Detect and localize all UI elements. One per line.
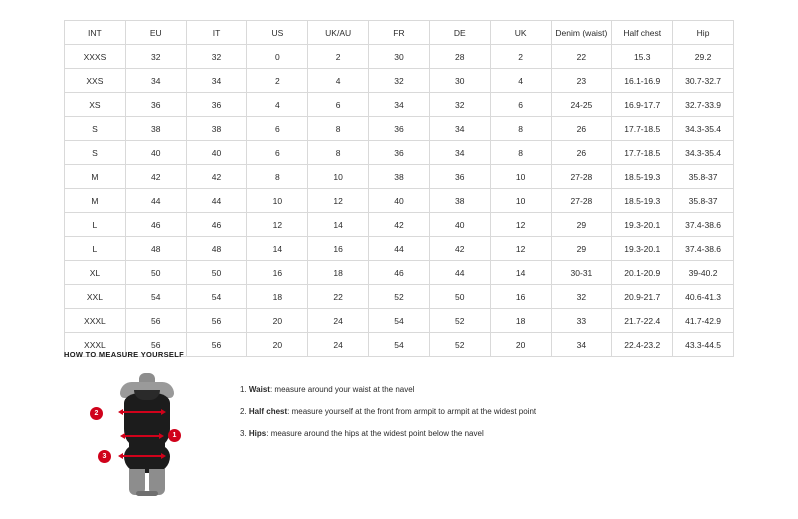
table-cell: 38 — [429, 189, 490, 213]
table-cell: 2 — [247, 69, 308, 93]
table-cell: 30-31 — [551, 261, 612, 285]
table-cell: 42 — [369, 213, 430, 237]
table-cell: 10 — [308, 165, 369, 189]
table-cell: 42 — [125, 165, 186, 189]
table-cell: 16 — [308, 237, 369, 261]
table-cell: 20 — [247, 309, 308, 333]
column-header: UK — [490, 21, 551, 45]
column-header: DE — [429, 21, 490, 45]
note-term: Hips — [248, 428, 267, 438]
note-text: : measure yourself at the front from armpit to armpit at the widest point — [287, 406, 537, 416]
table-cell: 8 — [308, 117, 369, 141]
table-cell: M — [65, 165, 126, 189]
marker-1: 1 — [168, 429, 181, 442]
table-cell: 20.1-20.9 — [612, 261, 673, 285]
table-cell: XXXL — [65, 309, 126, 333]
table-cell: 54 — [369, 309, 430, 333]
column-header: IT — [186, 21, 247, 45]
table-cell: 10 — [490, 165, 551, 189]
table-cell: 54 — [186, 285, 247, 309]
table-cell: 21.7-22.4 — [612, 309, 673, 333]
table-cell: 36 — [369, 117, 430, 141]
table-cell: 38 — [369, 165, 430, 189]
table-cell: 36 — [369, 141, 430, 165]
mannequin-illustration — [90, 371, 210, 496]
table-cell: 27-28 — [551, 189, 612, 213]
column-header: FR — [369, 21, 430, 45]
table-cell: 16 — [247, 261, 308, 285]
table-cell: 42 — [186, 165, 247, 189]
table-cell: 6 — [490, 93, 551, 117]
table-cell: 32 — [186, 45, 247, 69]
table-header-row — [65, 21, 734, 45]
table-cell: 41.7-42.9 — [673, 309, 734, 333]
table-cell: 19.3-20.1 — [612, 237, 673, 261]
table-cell: 28 — [429, 45, 490, 69]
table-cell: 34 — [429, 141, 490, 165]
table-cell: 4 — [308, 69, 369, 93]
table-cell: 22 — [308, 285, 369, 309]
table-cell: XXXS — [65, 45, 126, 69]
table-cell: XXL — [65, 285, 126, 309]
table-cell: 16.9-17.7 — [612, 93, 673, 117]
table-cell: 17.7-18.5 — [612, 141, 673, 165]
table-cell: 39-40.2 — [673, 261, 734, 285]
table-cell: 32 — [429, 93, 490, 117]
table-cell: 34 — [369, 93, 430, 117]
table-cell: 32 — [125, 45, 186, 69]
table-cell: 36 — [429, 165, 490, 189]
table-cell: 10 — [247, 189, 308, 213]
half-chest-measure-arrow-icon — [122, 411, 162, 413]
measure-body — [64, 371, 734, 496]
table-cell: 44 — [429, 261, 490, 285]
table-cell: 34 — [125, 69, 186, 93]
table-cell: 46 — [186, 213, 247, 237]
table-cell: 42 — [429, 237, 490, 261]
hips-measure-arrow-icon — [122, 455, 162, 457]
column-header: Denim (waist) — [551, 21, 612, 45]
table-cell: M — [65, 189, 126, 213]
table-cell: 8 — [247, 165, 308, 189]
table-cell: 4 — [490, 69, 551, 93]
column-header: EU — [125, 21, 186, 45]
waist-measure-arrow-icon — [124, 435, 160, 437]
measure-instructions — [240, 371, 536, 450]
table-cell: 10 — [490, 189, 551, 213]
size-chart — [64, 20, 734, 357]
table-row — [65, 213, 734, 237]
table-cell: 22 — [551, 45, 612, 69]
note-term: Waist — [248, 385, 270, 394]
table-cell: 8 — [490, 141, 551, 165]
note-text: : measure around the hips at the widest point below the navel — [266, 428, 484, 438]
table-row — [65, 237, 734, 261]
table-row — [65, 45, 734, 69]
table-cell: 29.2 — [673, 45, 734, 69]
column-header: US — [247, 21, 308, 45]
table-cell: 19.3-20.1 — [612, 213, 673, 237]
table-cell: 38 — [125, 117, 186, 141]
table-cell: 24-25 — [551, 93, 612, 117]
table-cell: 20 — [490, 333, 551, 357]
table-cell: 29 — [551, 237, 612, 261]
table-cell: 26 — [551, 117, 612, 141]
table-cell: 54 — [369, 333, 430, 357]
table-cell: 14 — [490, 261, 551, 285]
table-cell: 50 — [186, 261, 247, 285]
note-number: 1. — [240, 385, 247, 394]
table-cell: S — [65, 117, 126, 141]
table-row — [65, 93, 734, 117]
table-cell: 52 — [369, 285, 430, 309]
table-cell: 40 — [186, 141, 247, 165]
marker-3: 3 — [98, 450, 111, 463]
mannequin-stand — [136, 491, 158, 496]
table-cell: 2 — [490, 45, 551, 69]
table-cell: 6 — [308, 93, 369, 117]
table-cell: 18.5-19.3 — [612, 165, 673, 189]
table-cell: 34 — [551, 333, 612, 357]
note-number: 3. — [240, 428, 247, 438]
table-cell: 36 — [186, 93, 247, 117]
table-cell: 14 — [308, 213, 369, 237]
table-cell: 34 — [429, 117, 490, 141]
table-row — [65, 261, 734, 285]
table-cell: 4 — [247, 93, 308, 117]
table-cell: 12 — [490, 213, 551, 237]
table-cell: 15.3 — [612, 45, 673, 69]
size-table — [64, 20, 734, 357]
table-row — [65, 189, 734, 213]
column-header: Hip — [673, 21, 734, 45]
table-cell: 56 — [125, 309, 186, 333]
table-cell: 30 — [369, 45, 430, 69]
table-cell: 29 — [551, 213, 612, 237]
table-cell: 32 — [369, 69, 430, 93]
measure-note — [240, 385, 536, 396]
table-cell: 50 — [125, 261, 186, 285]
table-row — [65, 69, 734, 93]
table-cell: 34 — [186, 69, 247, 93]
table-cell: 16 — [490, 285, 551, 309]
how-to-measure-section — [64, 350, 734, 496]
table-cell: XXS — [65, 69, 126, 93]
table-cell: 22.4-23.2 — [612, 333, 673, 357]
table-cell: 38 — [186, 117, 247, 141]
table-cell: 12 — [490, 237, 551, 261]
marker-2: 2 — [90, 407, 103, 420]
table-cell: 14 — [247, 237, 308, 261]
table-cell: 18.5-19.3 — [612, 189, 673, 213]
table-cell: 44 — [125, 189, 186, 213]
table-cell: 40 — [369, 189, 430, 213]
table-cell: 34.3-35.4 — [673, 117, 734, 141]
table-cell: XXXL — [65, 333, 126, 357]
table-cell: 33 — [551, 309, 612, 333]
table-cell: 32 — [551, 285, 612, 309]
table-cell: 27-28 — [551, 165, 612, 189]
table-cell: 56 — [125, 333, 186, 357]
table-cell: 20 — [247, 333, 308, 357]
table-cell: 52 — [429, 309, 490, 333]
table-cell: 46 — [369, 261, 430, 285]
table-cell: 54 — [125, 285, 186, 309]
table-cell: 30.7-32.7 — [673, 69, 734, 93]
table-row — [65, 141, 734, 165]
table-cell: 8 — [308, 141, 369, 165]
table-cell: 44 — [369, 237, 430, 261]
column-header: INT — [65, 21, 126, 45]
column-header: UK/AU — [308, 21, 369, 45]
table-cell: 26 — [551, 141, 612, 165]
table-cell: 48 — [186, 237, 247, 261]
table-cell: 2 — [308, 45, 369, 69]
table-cell: 17.7-18.5 — [612, 117, 673, 141]
table-cell: 40.6-41.3 — [673, 285, 734, 309]
table-row — [65, 117, 734, 141]
table-cell: 6 — [247, 117, 308, 141]
table-cell: 6 — [247, 141, 308, 165]
table-cell: 18 — [247, 285, 308, 309]
table-cell: 48 — [125, 237, 186, 261]
table-cell: 12 — [247, 213, 308, 237]
table-cell: L — [65, 237, 126, 261]
table-cell: 35.8-37 — [673, 189, 734, 213]
table-cell: XS — [65, 93, 126, 117]
table-cell: 56 — [186, 333, 247, 357]
table-cell: 24 — [308, 309, 369, 333]
table-cell: 0 — [247, 45, 308, 69]
note-number: 2. — [240, 406, 247, 416]
table-cell: 46 — [125, 213, 186, 237]
section-title: HOW TO MEASURE YOURSELF — [64, 350, 184, 359]
table-cell: 50 — [429, 285, 490, 309]
table-cell: 8 — [490, 117, 551, 141]
table-cell: 44 — [186, 189, 247, 213]
table-cell: 24 — [308, 333, 369, 357]
table-cell: 56 — [186, 309, 247, 333]
table-cell: 20.9-21.7 — [612, 285, 673, 309]
table-cell: L — [65, 213, 126, 237]
measure-note — [240, 407, 536, 418]
table-cell: 37.4-38.6 — [673, 213, 734, 237]
table-cell: 36 — [125, 93, 186, 117]
table-cell: 18 — [308, 261, 369, 285]
note-text: : measure around your waist at the navel — [269, 385, 415, 394]
table-cell: 43.3-44.5 — [673, 333, 734, 357]
table-cell: XL — [65, 261, 126, 285]
table-cell: 16.1-16.9 — [612, 69, 673, 93]
measure-note — [240, 429, 536, 440]
table-cell: 40 — [125, 141, 186, 165]
table-row — [65, 309, 734, 333]
table-cell: 18 — [490, 309, 551, 333]
column-header: Half chest — [612, 21, 673, 45]
table-cell: 37.4-38.6 — [673, 237, 734, 261]
table-cell: 23 — [551, 69, 612, 93]
table-cell: 30 — [429, 69, 490, 93]
table-cell: 35.8-37 — [673, 165, 734, 189]
table-cell: 12 — [308, 189, 369, 213]
note-term: Half chest — [248, 406, 288, 416]
table-cell: 32.7-33.9 — [673, 93, 734, 117]
table-cell: S — [65, 141, 126, 165]
table-cell: 52 — [429, 333, 490, 357]
table-cell: 34.3-35.4 — [673, 141, 734, 165]
table-row — [65, 285, 734, 309]
table-row — [65, 165, 734, 189]
table-cell: 40 — [429, 213, 490, 237]
